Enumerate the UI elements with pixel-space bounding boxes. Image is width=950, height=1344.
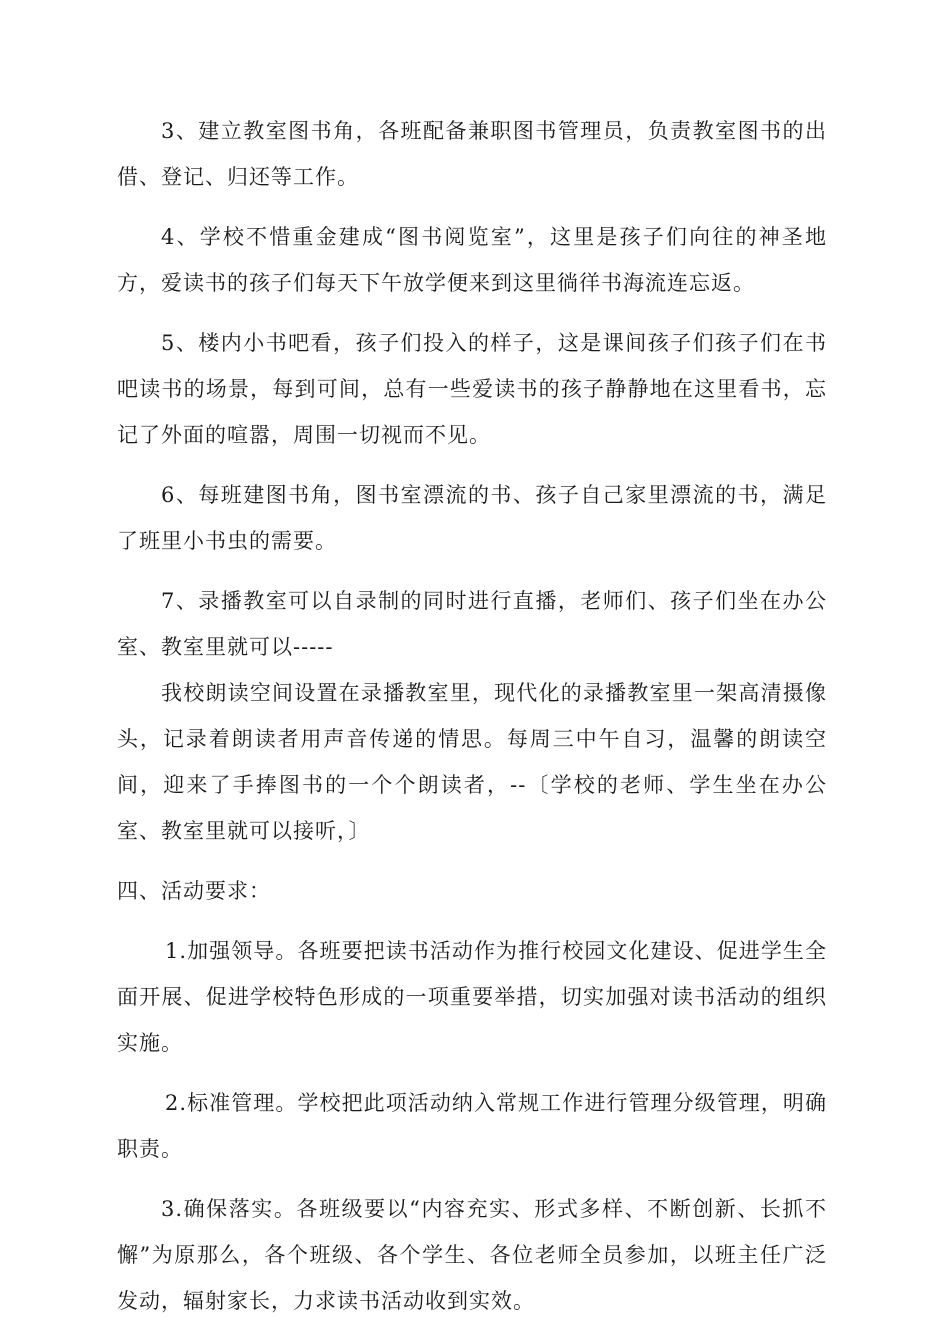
requirement-item-3: 3.确保落实。各班级要以“内容充实、形式多样、不断创新、长抓不懈”为原那么，各个班级、各个学生、各位老师全员参加，以班主任广泛发动，辐射家长，力求读书活动收到实效。: [117, 1197, 827, 1313]
paragraph-item-7: 7、录播教室可以自录制的同时进行直播，老师们、孩子们坐在办公室、教室里就可以-----: [117, 589, 827, 659]
requirement-item-1: 1.加强领导。各班要把读书活动作为推行校园文化建设、促进学生全面开展、促进学校特色形成的一项重要举措，切实加强对读书活动的组织实施。: [117, 939, 827, 1055]
document-body: [117, 108, 827, 1338]
paragraph-item-5: 5、楼内小书吧看，孩子们投入的样子，这是课间孩子们孩子们在书吧读书的场景，每到可间，总有一些爱读书的孩子静静地在这里看书，忘记了外面的喧嚣，周围一切视而不见。: [117, 331, 827, 447]
paragraph-reading-space: 我校朗读空间设置在录播教室里，现代化的录播教室里一架高清摄像头，记录着朗读者用声音传递的情思。每周三中午自习，温馨的朗读空间，迎来了手捧图书的一个个朗读者，--〔学校的老师、学生坐在办公室、教室里就可以接听，〕: [117, 681, 827, 843]
paragraph-item-6: 6、每班建图书角，图书室漂流的书、孩子自己家里漂流的书，满足了班里小书虫的需要。: [117, 483, 827, 553]
paragraph-item-3: 3、建立教室图书角，各班配备兼职图书管理员，负责教室图书的出借、登记、归还等工作。: [117, 119, 827, 189]
requirement-item-2: 2.标准管理。学校把此项活动纳入常规工作进行管理分级管理，明确职责。: [117, 1091, 827, 1161]
section-heading-activity-requirements: 四、活动要求：: [117, 879, 271, 903]
paragraph-item-4: 4、学校不惜重金建成“图书阅览室”，这里是孩子们向往的神圣地方，爱读书的孩子们每天下午放学便来到这里徜徉书海流连忘返。: [117, 225, 827, 295]
